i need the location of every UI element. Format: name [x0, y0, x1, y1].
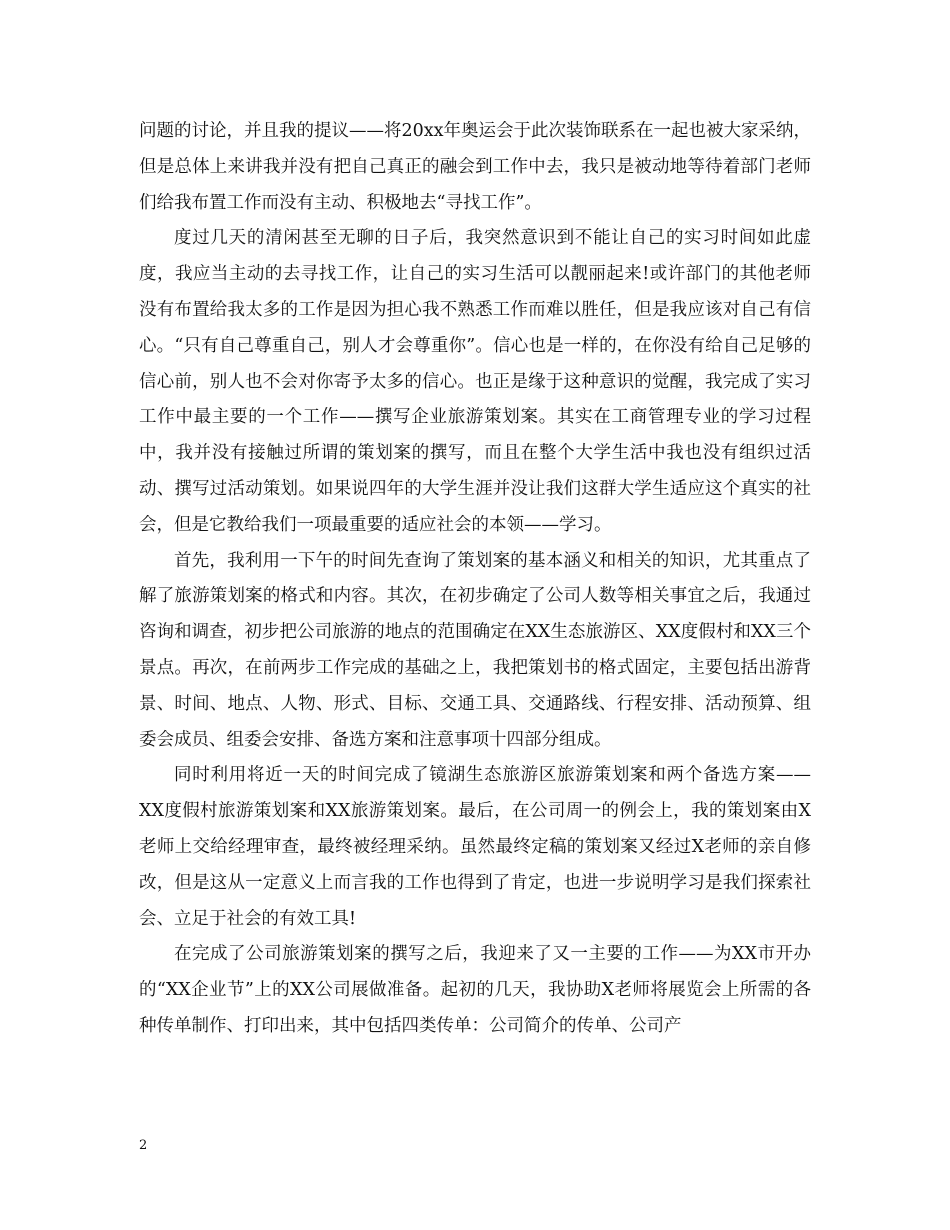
paragraph-2: 度过几天的清闲甚至无聊的日子后，我突然意识到不能让自己的实习时间如此虚度，我应当主动的去寻找工作，让自己的实习生活可以靓丽起来!或许部门的其他老师没有布置给我太多的工作是因为担心我不熟悉工作而难以胜任，但是我应该对自己有信心。“只有自己尊重自己，别人才会尊重你”。信心也是一样的，在你没有给自己足够的信心前，别人也不会对你寄予太多的信心。也正是缘于这种意识的觉醒，我完成了实习工作中最主要的一个工作——撰写企业旅游策划案。其实在工商管理专业的学习过程中，我并没有接触过所谓的策划案的撰写，而且在整个大学生活中我也没有组织过活动、撰写过活动策划。如果说四年的大学生涯并没让我们这群大学生适应这个真实的社会，但是它教给我们一项最重要的适应社会的本领——学习。: [139, 228, 811, 535]
paragraph-4: 同时利用将近一天的时间完成了镜湖生态旅游区旅游策划案和两个备选方案——XX度假村旅游策划案和XX旅游策划案。最后，在公司周一的例会上，我的策划案由X老师上交给经理审查，最终被经理采纳。虽然最终定稿的策划案又经过X老师的亲自修改，但是这从一定意义上而言我的工作也得到了肯定，也进一步说明学习是我们探索社会、立足于社会的有效工具!: [139, 765, 811, 929]
paragraph-5: 在完成了公司旅游策划案的撰写之后，我迎来了又一主要的工作——为XX市开办的“XX企业节”上的XX公司展做准备。起初的几天，我协助X老师将展览会上所需的各种传单制作、打印出来，其中包括四类传单：公司简介的传单、公司产: [139, 944, 811, 1036]
page-number: 2: [139, 1138, 148, 1153]
paragraph-1: 问题的讨论，并且我的提议——将20xx年奥运会于此次装饰联系在一起也被大家采纳，但是总体上来讲我并没有把自己真正的融会到工作中去，我只是被动地等待着部门老师们给我布置工作而没有主动、积极地去“寻找工作”。: [139, 121, 812, 213]
paragraph-3: 首先，我利用一下午的时间先查询了策划案的基本涵义和相关的知识，尤其重点了解了旅游策划案的格式和内容。其次，在初步确定了公司人数等相关事宜之后，我通过咨询和调查，初步把公司旅游的地点的范围确定在XX生态旅游区、XX度假村和XX三个景点。再次，在前两步工作完成的基础之上，我把策划书的格式固定，主要包括出游背景、时间、地点、人物、形式、目标、交通工具、交通路线、行程安排、活动预算、组委会成员、组委会安排、备选方案和注意事项十四部分组成。: [139, 550, 811, 750]
document-body: [139, 114, 811, 1045]
